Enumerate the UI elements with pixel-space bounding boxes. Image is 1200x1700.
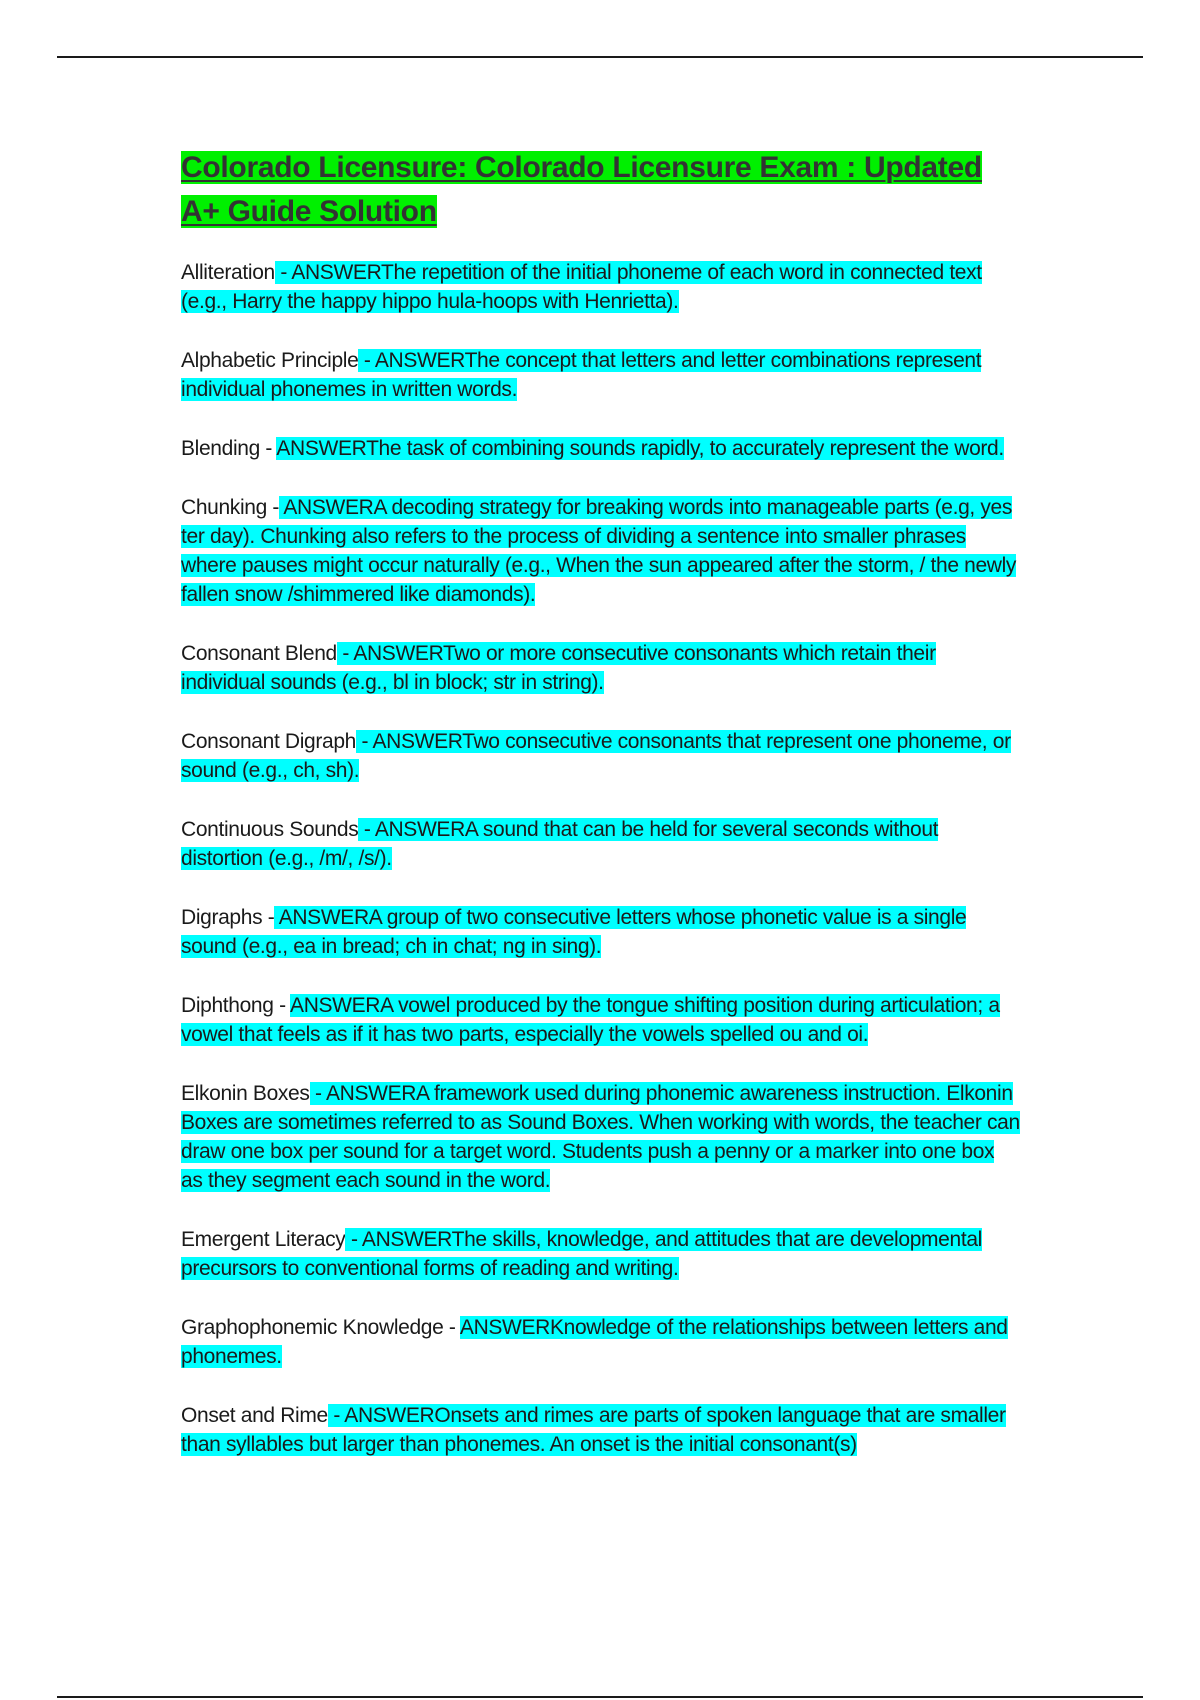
entry-answer: - ANSWERThe repetition of the initial phoneme of each word in connected text (e.g., Harry the happy hippo hula-hoops with Henrietta). (181, 261, 982, 313)
entry-elkonin-boxes (181, 1079, 1021, 1195)
entry-answer: - ANSWERThe concept that letters and letter combinations represent individual phonemes in written words. (181, 349, 982, 401)
entry-blending (181, 434, 1021, 463)
entry-term: Continuous Sounds (181, 818, 359, 841)
entry-answer: ANSWERA decoding strategy for breaking words into manageable parts (e.g, yes ter day). Chunking also refers to the process of dividing a sentence into smaller phrases where pauses might occur naturally (e.g., When the sun appeared after the storm, / the newly fallen snow /shimmered like diamonds). (181, 496, 1017, 606)
entry-answer: ANSWERA vowel produced by the tongue shifting position during articulation; a vowel that feels as if it has two parts, especially the vowels spelled ou and oi. (181, 994, 1000, 1046)
footer-rule (57, 1696, 1143, 1698)
entry-term: Graphophonemic Knowledge - (181, 1316, 460, 1339)
document-title-text: Colorado Licensure: Colorado Licensure Exam : Updated A+ Guide Solution (181, 151, 982, 228)
entry-term: Onset and Rime (181, 1404, 328, 1427)
entry-continuous-sounds (181, 815, 1021, 873)
entry-answer: - ANSWERTwo consecutive consonants that represent one phoneme, or sound (e.g., ch, sh). (181, 730, 1011, 782)
entry-term: Alliteration (181, 261, 275, 284)
entry-graphophonemic-knowledge (181, 1313, 1021, 1371)
entry-answer: - ANSWERTwo or more consecutive consonants which retain their individual sounds (e.g., bl in block; str in string). (181, 642, 936, 694)
entry-term: Alphabetic Principle (181, 349, 359, 372)
entry-term: Emergent Literacy (181, 1228, 346, 1251)
entry-answer: ANSWERKnowledge of the relationships between letters and phonemes. (181, 1316, 1008, 1368)
entry-term: Digraphs - (181, 906, 275, 929)
entry-answer: ANSWERThe task of combining sounds rapidly, to accurately represent the word. (276, 437, 1004, 460)
entry-alliteration (181, 258, 1021, 316)
entry-diphthong (181, 991, 1021, 1049)
entry-term: Consonant Digraph (181, 730, 357, 753)
entry-answer: - ANSWEROnsets and rimes are parts of spoken language that are smaller than syllables but larger than phonemes. An onset is the initial consonant(s) (181, 1404, 1006, 1456)
entry-digraphs (181, 903, 1021, 961)
entry-answer: ANSWERA group of two consecutive letters whose phonetic value is a single sound (e.g., ea in bread; ch in chat; ng in sing). (181, 906, 967, 958)
document-body (181, 146, 1021, 1489)
entry-term: Diphthong - (181, 994, 291, 1017)
entry-answer: - ANSWERA sound that can be held for several seconds without distortion (e.g., /m/, /s/). (181, 818, 939, 870)
document-title (181, 146, 1021, 234)
entry-answer: - ANSWERThe skills, knowledge, and attitudes that are developmental precursors to conventional forms of reading and writing. (181, 1228, 982, 1280)
entry-term: Chunking - (181, 496, 280, 519)
entry-answer: - ANSWERA framework used during phonemic awareness instruction. Elkonin Boxes are sometimes referred to as Sound Boxes. When working with words, the teacher can draw one box per sound for a target word. Students push a penny or a marker into one box as they segment each sound in the word. (181, 1082, 1020, 1192)
entry-consonant-digraph (181, 727, 1021, 785)
entry-alphabetic-principle (181, 346, 1021, 404)
entry-consonant-blend (181, 639, 1021, 697)
entry-term: Blending - (181, 437, 277, 460)
entry-term: Elkonin Boxes (181, 1082, 310, 1105)
entry-onset-and-rime (181, 1401, 1021, 1459)
header-rule (57, 56, 1143, 58)
entry-term: Consonant Blend (181, 642, 337, 665)
entry-chunking (181, 493, 1021, 609)
entry-emergent-literacy (181, 1225, 1021, 1283)
